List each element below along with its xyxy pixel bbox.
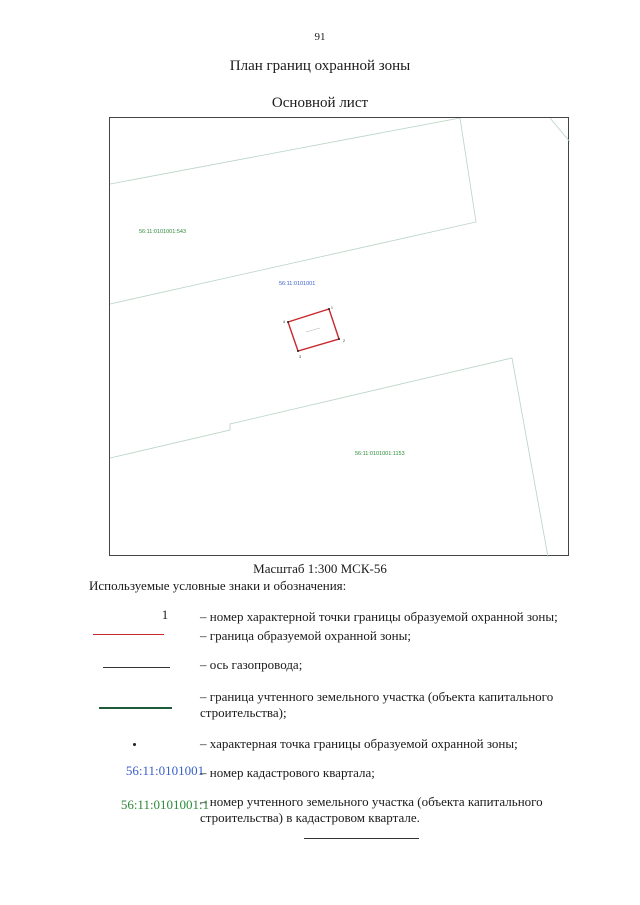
- boundary-point-2: [338, 338, 340, 340]
- end-rule: [304, 838, 419, 839]
- page-title: План границ охранной зоны: [229, 58, 411, 74]
- legend-symbol-zone-border: [93, 634, 164, 635]
- parcel-label-543: 56:11:0101001:543: [139, 229, 186, 235]
- boundary-point-4: [287, 321, 289, 323]
- legend-text-boundary-point: – характерная точка границы образуемой охранной зоны;: [200, 736, 518, 751]
- quarter-label: 56:11:0101001: [279, 281, 316, 287]
- legend-symbol-point-number: 1: [161, 607, 169, 622]
- legend-text-quarter-number: – номер кадастрового квартала;: [200, 765, 375, 780]
- boundary-point-1: [328, 308, 330, 310]
- map-frame: [109, 117, 569, 556]
- legend-symbol-parcel-number: 56:11:0101001:1: [120, 797, 210, 812]
- boundary-point-3: [297, 350, 299, 352]
- parcel-label-1153: 56:11:0101001:1153: [355, 451, 405, 457]
- legend-symbol-gas-axis: [103, 667, 170, 668]
- point-label-1: 1: [331, 306, 333, 310]
- legend-symbol-boundary-point: [133, 743, 136, 746]
- legend-text-parcel-border: – граница учтенного земельного участка (объекта капитального строительства);: [200, 689, 554, 720]
- cadastral-map: [110, 118, 570, 557]
- parcel-boundary-top-right: [550, 118, 570, 142]
- parcel-boundary-1153: [110, 358, 548, 557]
- legend-text-parcel-number: – номер учтенного земельного участка (объекта капитального строительства) в кадастровом квартале.: [200, 794, 543, 825]
- legend-symbol-parcel-border: [99, 707, 172, 709]
- legend-title: Используемые условные знаки и обозначения:: [89, 578, 347, 593]
- legend-text-gas-axis: – ось газопровода;: [200, 657, 303, 672]
- gas-pipeline-axis: [306, 328, 320, 332]
- parcel-boundary-543: [110, 118, 476, 304]
- point-label-3: 3: [299, 355, 301, 359]
- legend-symbol-quarter-number: 56:11:0101001: [125, 763, 205, 778]
- point-label-4: 4: [283, 320, 285, 324]
- legend-text-zone-border: – граница образуемой охранной зоны;: [200, 628, 411, 643]
- legend-text-point-number: – номер характерной точки границы образуемой охранной зоны;: [200, 609, 558, 624]
- map-scale: Масштаб 1:300 МСК-56: [253, 561, 387, 576]
- page-number: 91: [314, 31, 326, 43]
- point-label-2: 2: [343, 339, 345, 343]
- page-subtitle: Основной лист: [271, 95, 369, 111]
